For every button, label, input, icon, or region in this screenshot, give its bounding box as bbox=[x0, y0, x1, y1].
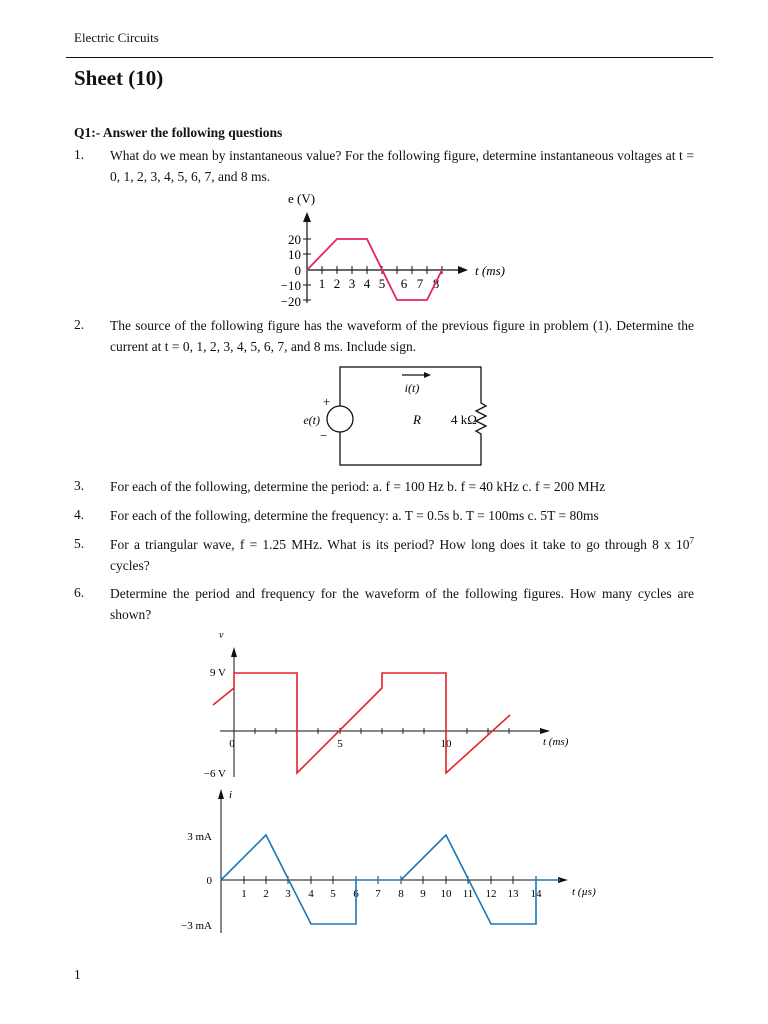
fig3-xtick: 10 bbox=[440, 888, 452, 900]
fig1-ytick: 20 bbox=[288, 232, 301, 247]
current-label: i(t) bbox=[404, 381, 420, 395]
fig2-xlabel-10: 10 bbox=[440, 738, 452, 750]
question-3-text: For each of the following, determine the period: a. f = 100 Hz b. f = 40 kHz c. f = 200 MHz bbox=[110, 479, 606, 494]
question-6-number: 6. bbox=[74, 585, 85, 600]
fig1-ytick: −20 bbox=[280, 294, 301, 309]
sheet-title: Sheet (10) bbox=[74, 66, 164, 90]
fig3-ylabel-3ma: 3 mA bbox=[187, 831, 212, 843]
fig1-xtick: 4 bbox=[363, 276, 371, 291]
fig3-xtick: 8 bbox=[398, 888, 404, 900]
question-5-text-main: For a triangular wave, f = 1.25 MHz. What is its period? How long does it take to go through 8 x 10 bbox=[110, 537, 690, 552]
resistor-name: R bbox=[413, 412, 421, 427]
fig1-xtick: 1 bbox=[318, 276, 326, 291]
fig2-waveform-line bbox=[213, 673, 510, 773]
fig3-ylabel: i bbox=[229, 789, 233, 801]
question-2-number: 2. bbox=[74, 317, 85, 332]
fig2-xlabel-0: 0 bbox=[229, 738, 235, 750]
fig3-xtick: 12 bbox=[485, 888, 497, 900]
question-5-exponent: 7 bbox=[689, 535, 694, 546]
fig1-x-arrow bbox=[458, 266, 468, 274]
fig1-xtick: 7 bbox=[416, 276, 424, 291]
fig3-xtick: 4 bbox=[308, 888, 314, 900]
fig3-xtick: 2 bbox=[263, 888, 269, 900]
header-rule bbox=[66, 57, 713, 58]
fig2-ylabel: v bbox=[219, 630, 224, 641]
question-6-text: Determine the period and frequency for the waveform of the following figures. How many cycles are shown? bbox=[110, 586, 694, 622]
question-4-text: For each of the following, determine the frequency: a. T = 0.5s b. T = 100ms c. 5T = 80ms bbox=[110, 508, 599, 523]
fig3-xtick: 11 bbox=[462, 888, 474, 900]
question-4-number: 4. bbox=[74, 507, 85, 522]
question-1-text: What do we mean by instantaneous value? For the following figure, determine instantaneous voltages at t = 0, 1, 2, 3, 4, 5, 6, 7, and 8 ms. bbox=[110, 148, 694, 184]
figure-1-waveform bbox=[270, 188, 520, 310]
voltage-source bbox=[327, 406, 353, 432]
fig2-ylabel-9v: 9 V bbox=[210, 667, 226, 679]
source-plus: + bbox=[323, 394, 331, 409]
fig3-ylabel-neg3ma: −3 mA bbox=[181, 920, 212, 932]
fig3-xtick: 13 bbox=[507, 888, 519, 900]
fig1-xtick: 6 bbox=[400, 276, 408, 291]
current-arrow-head bbox=[424, 372, 431, 378]
fig1-xlabel: t (ms) bbox=[475, 263, 505, 278]
fig3-xtick: 3 bbox=[285, 888, 291, 900]
page-number: 1 bbox=[74, 967, 81, 982]
fig1-xtick: 5 bbox=[378, 276, 386, 291]
question-5-text bbox=[110, 534, 694, 576]
fig3-xtick: 5 bbox=[330, 888, 336, 900]
fig3-xtick: 6 bbox=[353, 888, 359, 900]
source-label: e(t) bbox=[303, 413, 320, 427]
fig3-xtick: 1 bbox=[241, 888, 247, 900]
fig1-ytick: 10 bbox=[288, 247, 301, 262]
fig1-xtick: 8 bbox=[432, 276, 440, 291]
figure-2-voltage-waveform bbox=[190, 625, 590, 785]
fig2-x-arrow bbox=[540, 728, 550, 734]
fig3-xtick: 9 bbox=[420, 888, 426, 900]
fig1-xtick: 2 bbox=[333, 276, 341, 291]
fig3-xtick: 14 bbox=[530, 888, 542, 900]
fig1-ylabel: e (V) bbox=[288, 191, 316, 206]
fig1-ytick: −10 bbox=[280, 278, 301, 293]
fig3-y-arrow bbox=[218, 789, 224, 799]
fig2-xlabel: t (ms) bbox=[543, 736, 569, 748]
fig2-ylabel-neg6v: −6 V bbox=[203, 768, 226, 780]
question-3-number: 3. bbox=[74, 478, 85, 493]
question-2-text: The source of the following figure has the waveform of the previous figure in problem (1). Determine the current at t = 0, 1, 2, 3, 4, 5, 6, 7, and 8 ms. Include sign. bbox=[110, 318, 694, 354]
figure-3-current-waveform bbox=[160, 785, 620, 945]
question-1-number: 1. bbox=[74, 147, 85, 162]
fig3-xtick: 7 bbox=[375, 888, 381, 900]
fig1-ytick: 0 bbox=[294, 263, 301, 278]
section-heading: Q1:- Answer the following questions bbox=[74, 125, 283, 140]
resistor-value: 4 kΩ bbox=[451, 412, 477, 427]
question-5-text-end: cycles? bbox=[110, 558, 150, 573]
circuit-diagram bbox=[290, 360, 490, 472]
fig2-xlabel-5: 5 bbox=[337, 738, 343, 750]
question-5-number: 5. bbox=[74, 536, 85, 551]
running-header: Electric Circuits bbox=[74, 30, 159, 45]
fig2-y-arrow bbox=[231, 647, 237, 657]
fig1-xtick: 3 bbox=[348, 276, 356, 291]
fig3-ylabel-0: 0 bbox=[206, 875, 212, 887]
fig3-xlabel: t (µs) bbox=[572, 886, 596, 898]
fig1-y-arrow bbox=[303, 212, 311, 222]
source-minus: − bbox=[320, 428, 328, 443]
